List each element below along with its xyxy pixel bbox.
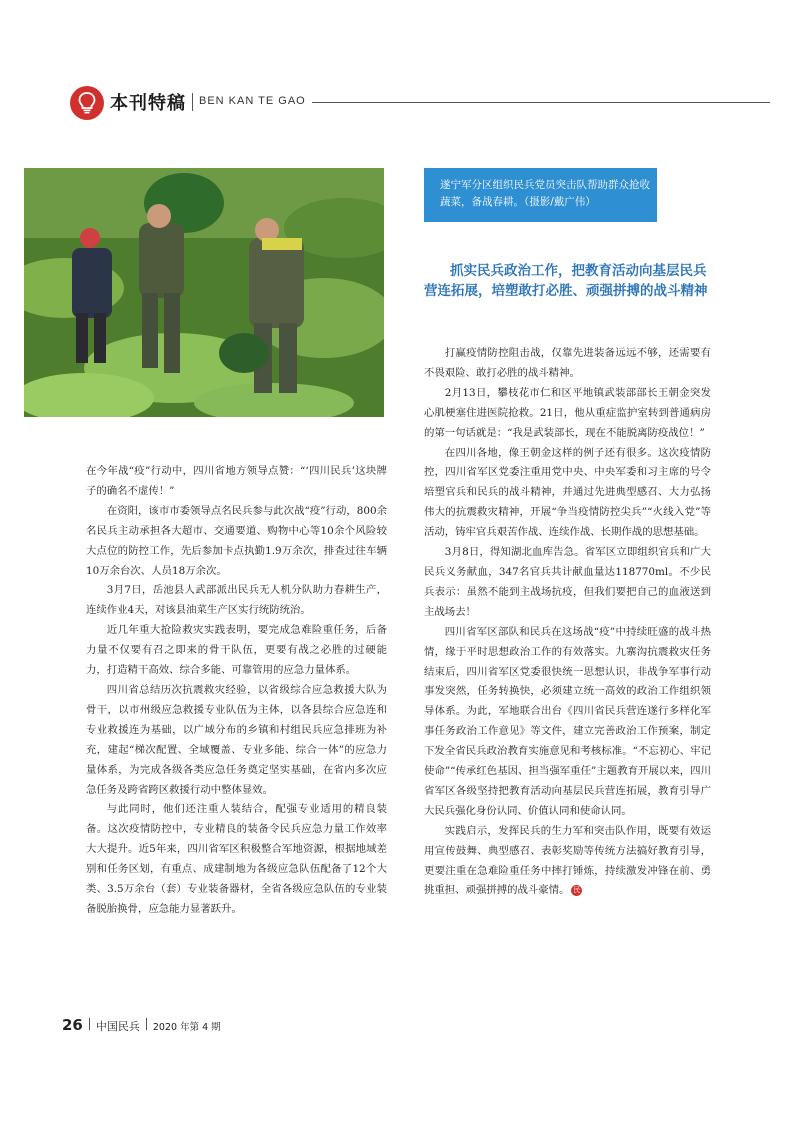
header-rule bbox=[312, 102, 770, 103]
paragraph: 四川省总结历次抗震救灾经验，以省级综合应急救援大队为骨干，以市州级应急救援专业队伍为主体，以各县综合应急连和专业救援连为基础，以广域分布的乡镇和村组民兵应急排班为补充，建起“梯次配置、全域覆盖、专业多能、综合一体”的应急力量体系，为完成各级各类应急任务奠定坚实基础，在省内多次应急任务及跨省跨区救援行动中整体显效。 bbox=[86, 683, 387, 796]
footer-divider bbox=[89, 1018, 90, 1030]
column-subtitle: BEN KAN TE GAO bbox=[199, 95, 306, 107]
header-divider bbox=[192, 93, 193, 111]
lightbulb-icon bbox=[70, 86, 104, 120]
paragraph: 四川省军区部队和民兵在这场战“疫”中持续旺盛的战斗热情，缘于平时思想政治工作的有效落实。九寨沟抗震救灾任务结束后，四川省军区党委很快统一思想认识，非战争军事行动事发突然，任务转换快，必须建立统一高效的政治工作组织领导体系。为此，军地联合出台《四川省民兵营连遂行多样化军事任务政治工作意见》等文件，建立完善政治工作预案，制定下发全省民兵政治教育实施意见和考核标准。“不忘初心、牢记使命”“传承红色基因、担当强军重任”主题教育开展以来，四川省军区各级坚持把教育活动向基层民兵营连拓展，教育引导广大民兵强化身份认同、价值认同和使命认同。 bbox=[424, 625, 711, 817]
column-title: 本刊特稿 bbox=[110, 93, 186, 114]
paragraph-text: 实践启示，发挥民兵的生力军和突击队作用，既要有效运用宣传鼓舞、典型感召、表彰奖励等传统方法搞好教育引导，更要注重在急难险重任务中摔打锤炼，持续激发冲锋在前、勇挑重担、顽强拼搏的战斗豪情。 bbox=[424, 824, 711, 897]
page-footer bbox=[62, 1016, 221, 1034]
paragraph: 3月7日，岳池县人武部派出民兵无人机分队助力春耕生产，连续作业4天，对该县油菜生产区实行统防统治。 bbox=[86, 584, 387, 617]
paragraph: 在资阳，该市市委领导点名民兵参与此次战“疫”行动，800余名民兵主动承担各大超市、交通要道、购物中心等10余个风险较大点位的防控工作，先后参加卡点执勤1.9万余次，排查过往车辆10万余台次、人员18万余次。 bbox=[86, 504, 387, 577]
paragraph: 在今年战“疫”行动中，四川省地方领导点赞：“‘四川民兵’这块牌子的确名不虚传！” bbox=[86, 465, 387, 497]
magazine-name: 中国民兵 bbox=[95, 1020, 140, 1033]
paragraph bbox=[424, 822, 711, 902]
page-number: 26 bbox=[62, 1016, 83, 1034]
left-column bbox=[86, 462, 387, 920]
paragraph: 在四川各地，像王朝金这样的例子还有很多。这次疫情防控，四川省军区党委注重用党中央、中央军委和习主席的号令培塑官兵和民兵的战斗精神，并通过先进典型感召、大力弘扬伟大的抗震救灾精神，开展“争当疫情防控尖兵”“火线入党”等活动，铸牢官兵艰苦作战、连续作战、长期作战的思想基础。 bbox=[424, 446, 711, 539]
paragraph: 打赢疫情防控阻击战，仅靠先进装备远远不够，还需要有不畏艰险、敢打必胜的战斗精神。 bbox=[424, 347, 711, 379]
article-photo bbox=[24, 168, 384, 417]
paragraph: 3月8日，得知湖北血库告急。省军区立即组织官兵和广大民兵义务献血，347名官兵共计献血量达118770ml。不少民兵表示：虽然不能到主战场抗疫，但我们要把自己的血液送到主战场去！ bbox=[424, 546, 711, 618]
right-column bbox=[424, 344, 711, 901]
footer-divider bbox=[146, 1018, 147, 1030]
paragraph: 2月13日，攀枝花市仁和区平地镇武装部部长王朝金突发心肌梗塞住进医院抢救。21日，他从重症监护室转到普通病房的第一句话就是：“我是武装部长，现在不能脱离防疫战位！” bbox=[424, 386, 711, 439]
paragraph: 近几年重大抢险救灾实践表明，要完成急难险重任务，后备力量不仅要有召之即来的骨干队伍，更要有战之必胜的过硬能力，打造精干高效、综合多能、可靠管用的应急力量体系。 bbox=[86, 624, 387, 677]
end-mark-icon: 民 bbox=[573, 886, 581, 895]
photo-caption: 遂宁军分区组织民兵党员突击队帮助群众抢收蔬菜，备战春耕。（摄影/戴广伟） bbox=[424, 168, 657, 222]
paragraph: 与此同时，他们还注重人装结合，配强专业适用的精良装备。这次疫情防控中，专业精良的装备令民兵应急力量工作效率大大提升。近5年来，四川省军区积极整合军地资源，根据地域差别和任务区划，有重点、成建制地为各级应急队伍配备了12个大类、3.5万余台（套）专业装备器材，全省各级应急队伍的专业装备脱胎换骨，应急能力显著跃升。 bbox=[86, 803, 387, 915]
section-heading: 抓实民兵政治工作，把教育活动向基层民兵营连拓展，培塑敢打必胜、顽强拼搏的战斗精神 bbox=[424, 263, 708, 299]
issue-label: 2020 年第 4 期 bbox=[152, 1022, 221, 1033]
